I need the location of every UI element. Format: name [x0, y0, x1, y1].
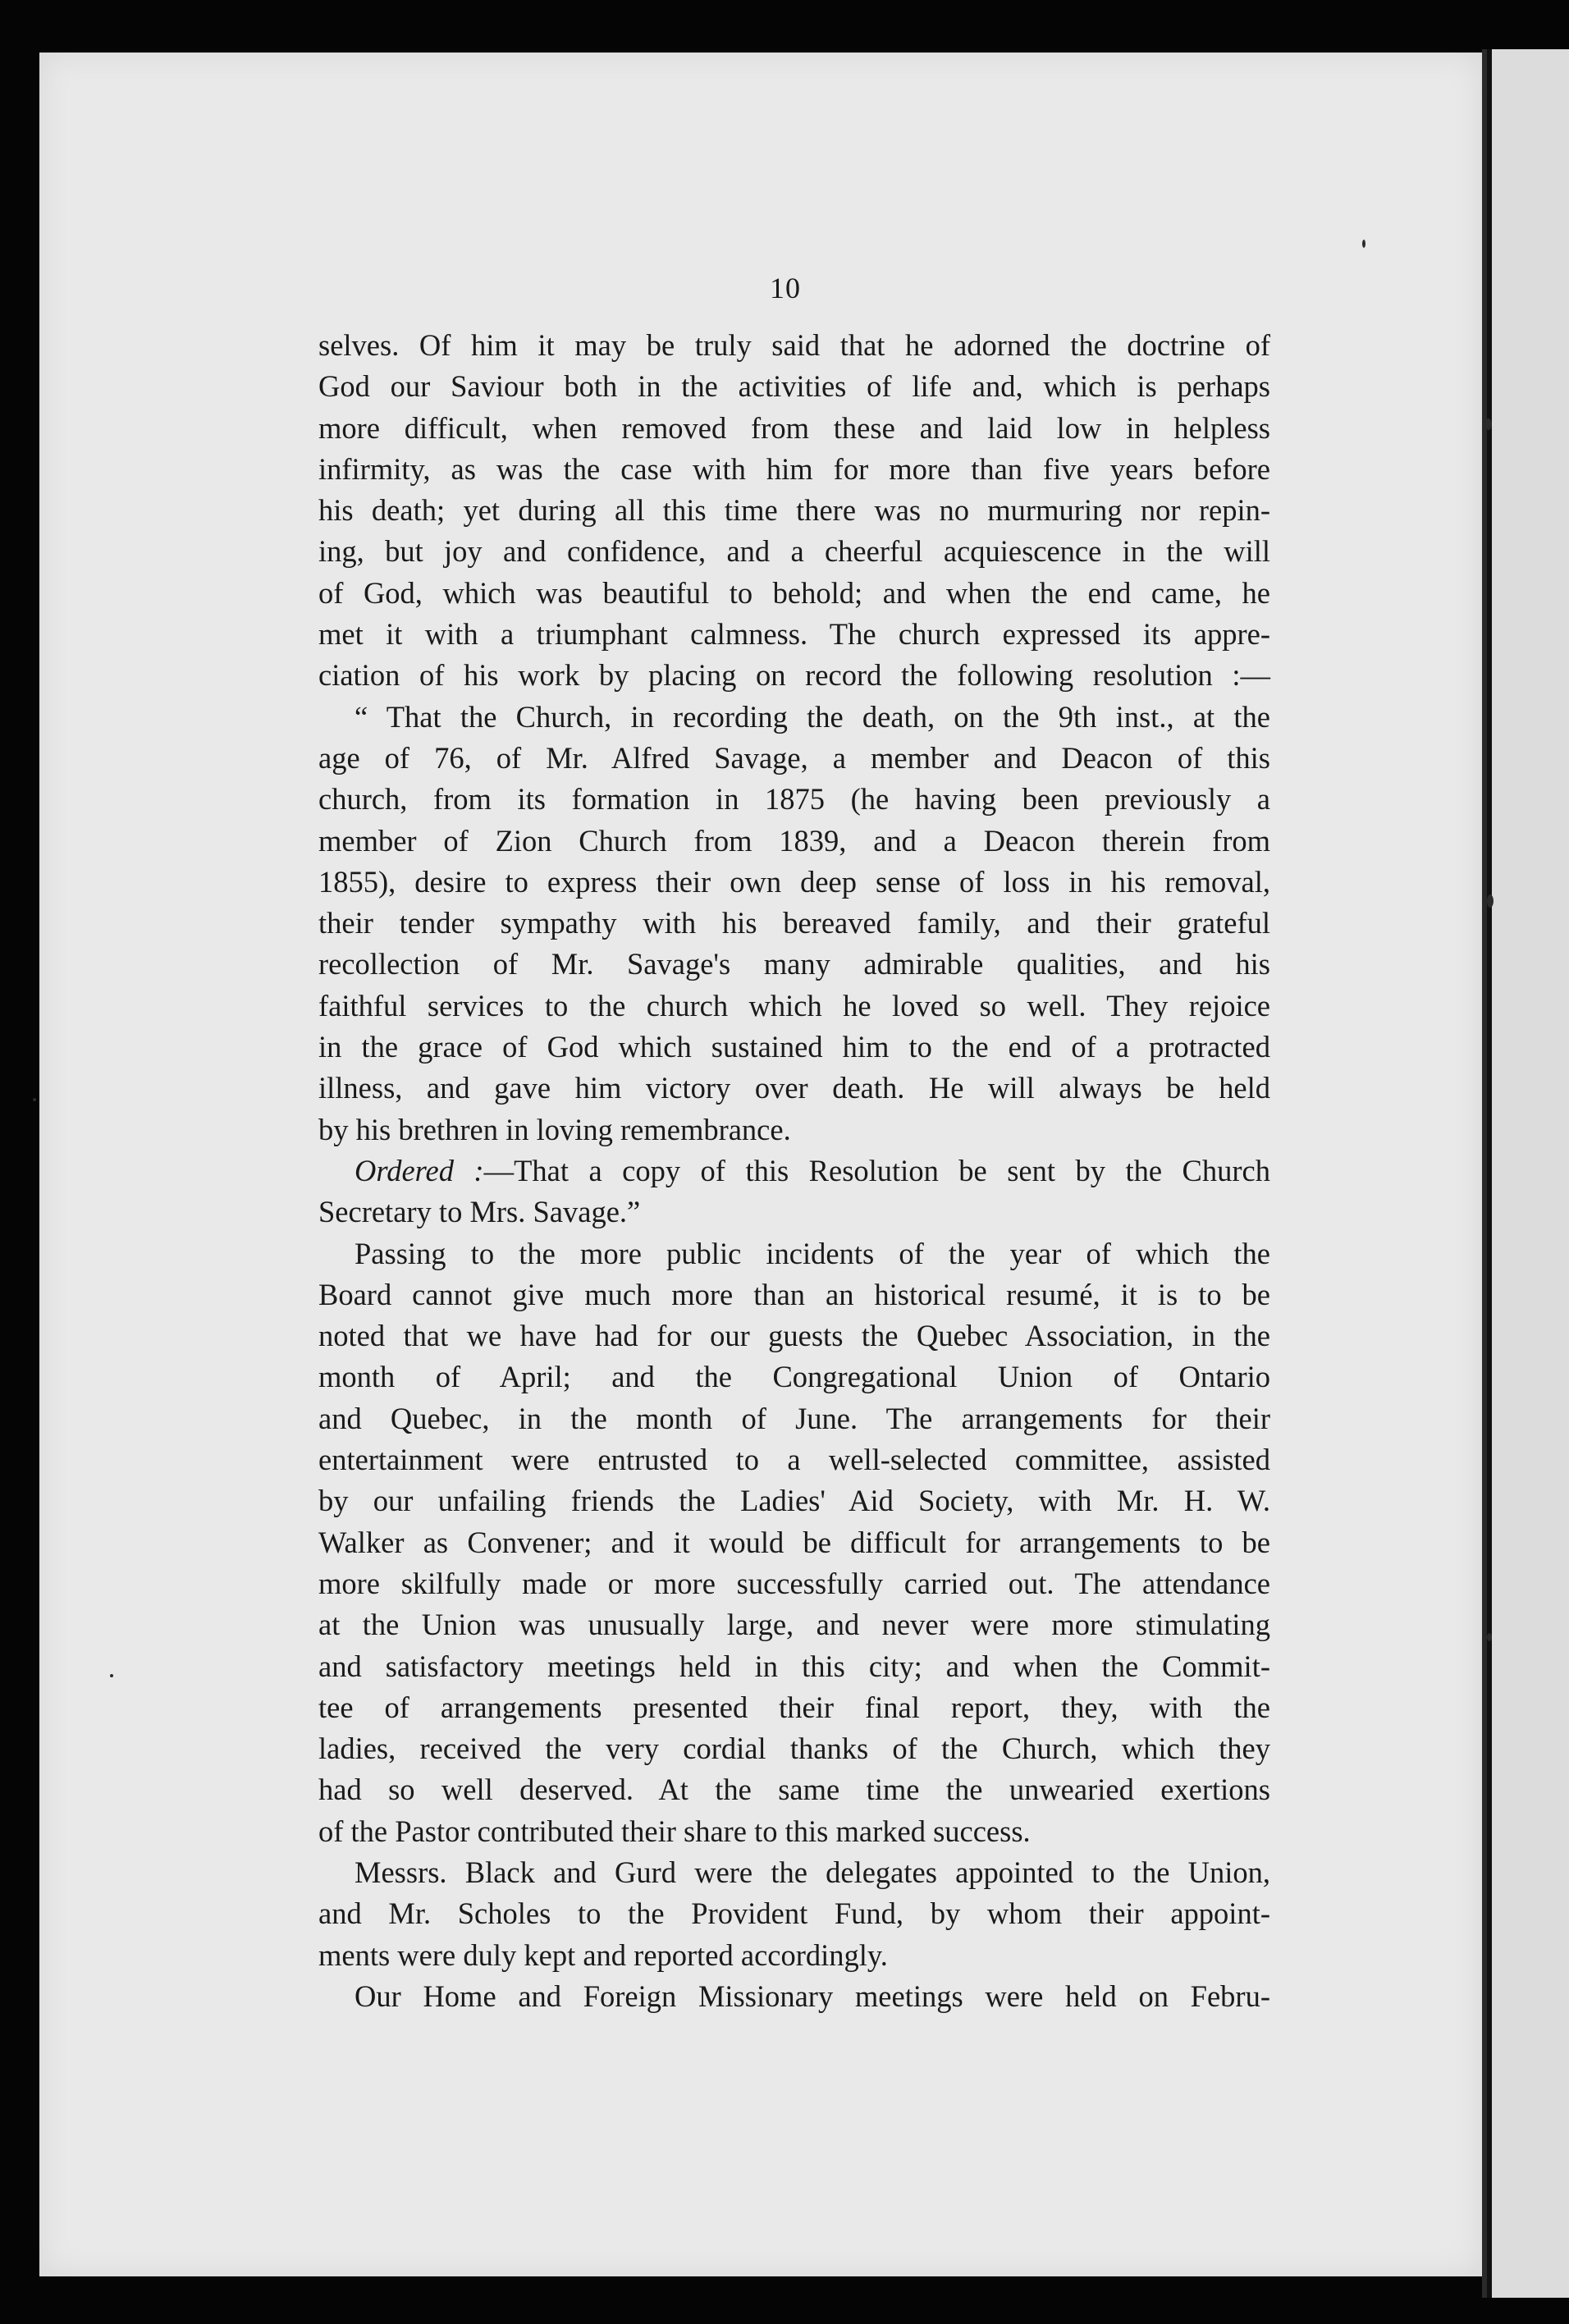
- scan-speck: [1487, 894, 1494, 908]
- text-line: his death; yet during all this time there was no murmuring nor repin-: [318, 493, 1270, 528]
- text-line: more skilfully made or more successfully carried out. The attendance: [318, 1566, 1270, 1600]
- text-line: ments were duly kept and reported accordingly.: [318, 1937, 888, 1972]
- text-line: ciation of his work by placing on record the following resolution :—: [318, 658, 1270, 693]
- text-line: Messrs. Black and Gurd were the delegates appointed to the Union,: [355, 1855, 1270, 1889]
- adjacent-page-edge: [1487, 49, 1569, 2298]
- text-line: ladies, received the very cordial thanks of the Church, which they: [318, 1732, 1270, 1766]
- text-line: had so well deserved. At the same time the unwearied exertions: [318, 1773, 1270, 1807]
- scan-speck: [1362, 240, 1365, 248]
- resolution-line: 1855), desire to express their own deep sense of loss in his removal,: [318, 864, 1270, 899]
- scan-speck: [33, 1098, 36, 1101]
- resolution-line: member of Zion Church from 1839, and a Deacon therein from: [318, 823, 1270, 858]
- text-line: Secretary to Mrs. Savage.”: [318, 1195, 641, 1229]
- ordered-line: [318, 1151, 1270, 1192]
- text-line: Passing to the more public incidents of the year of which the: [355, 1236, 1270, 1270]
- text-line: more difficult, when removed from these and laid low in helpless: [318, 410, 1270, 445]
- text-line: month of April; and the Congregational Union of Ontario: [318, 1360, 1270, 1394]
- scan-speck: [1487, 1633, 1492, 1641]
- scan-speck: [110, 1674, 113, 1677]
- text-line: selves. Of him it may be truly said that he adorned the doctrine of: [318, 328, 1270, 362]
- text-line: tee of arrangements presented their final report, they, with the: [318, 1690, 1270, 1724]
- text-line: and Quebec, in the month of June. The arrangements for their: [318, 1401, 1270, 1435]
- page-number: 10: [770, 272, 801, 304]
- resolution-line: their tender sympathy with his bereaved family, and their grateful: [318, 906, 1270, 940]
- ordered-text: —That a copy of this Resolution be sent by the Church: [483, 1153, 1270, 1187]
- text-line: Board cannot give much more than an historical resumé, it is to be: [318, 1277, 1270, 1311]
- resolution-line: “ That the Church, in recording the death, on the 9th inst., at the: [355, 699, 1270, 734]
- text-line: entertainment were entrusted to a well-selected committee, assisted: [318, 1443, 1270, 1477]
- text-line: of God, which was beautiful to behold; and when the end came, he: [318, 575, 1270, 610]
- text-line: by our unfailing friends the Ladies' Aid Society, with Mr. H. W.: [318, 1484, 1270, 1518]
- resolution-line: age of 76, of Mr. Alfred Savage, a member and Deacon of this: [318, 740, 1270, 775]
- text-line: noted that we have had for our guests the Quebec Association, in the: [318, 1319, 1270, 1353]
- resolution-line: recollection of Mr. Savage's many admirable qualities, and his: [318, 947, 1270, 981]
- text-line: infirmity, as was the case with him for more than five years before: [318, 451, 1270, 486]
- text-line: Our Home and Foreign Missionary meetings were held on Febru-: [355, 1979, 1270, 2013]
- resolution-line: in the grace of God which sustained him to the end of a protracted: [318, 1030, 1270, 1064]
- text-line: at the Union was unusually large, and never were more stimulating: [318, 1608, 1270, 1642]
- resolution-line: illness, and gave him victory over death. He will always be held: [318, 1071, 1270, 1105]
- text-line: of the Pastor contributed their share to this marked success.: [318, 1814, 1031, 1848]
- body-text: [318, 325, 1270, 2017]
- text-line: met it with a triumphant calmness. The church expressed its appre-: [318, 617, 1270, 652]
- text-line: God our Saviour both in the activities of life and, which is perhaps: [318, 369, 1270, 404]
- resolution-line: faithful services to the church which he loved so well. They rejoice: [318, 988, 1270, 1022]
- resolution-line: church, from its formation in 1875 (he having been previously a: [318, 782, 1270, 817]
- resolution-line: by his brethren in loving remembrance.: [318, 1112, 791, 1146]
- scan-speck: [1485, 419, 1492, 430]
- text-line: and Mr. Scholes to the Provident Fund, by whom their appoint-: [318, 1896, 1270, 1931]
- text-line: Walker as Convener; and it would be difficult for arrangements to be: [318, 1525, 1270, 1559]
- text-line: and satisfactory meetings held in this city; and when the Commit-: [318, 1649, 1270, 1683]
- ordered-label: Ordered :: [355, 1153, 484, 1187]
- text-line: ing, but joy and confidence, and a cheerful acquiescence in the will: [318, 534, 1270, 569]
